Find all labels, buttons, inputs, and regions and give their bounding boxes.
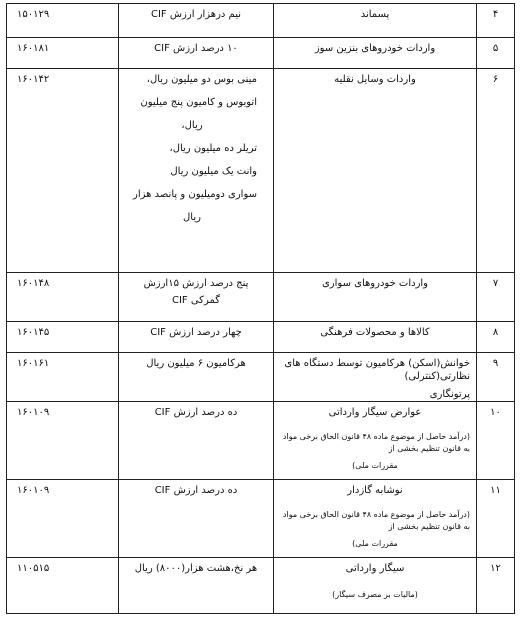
- desc-title: نوشابه گازدار: [347, 485, 403, 496]
- row-code: ۱۶۰۱۰۹: [7, 402, 119, 480]
- row-number: ۶: [477, 69, 515, 273]
- rate-line: ریال،: [181, 120, 203, 131]
- rate-line: پنج درصد ارزش ۱۵ارزش: [143, 278, 249, 289]
- desc-line: پرتونگاری: [429, 389, 470, 400]
- row-rate: چهار درصد ارزش CIF: [119, 322, 274, 353]
- row-code: ۱۶۰۱۰۹: [7, 480, 119, 558]
- desc-note: (مالیات بر مصرف سیگار): [332, 590, 418, 599]
- table-row: [7, 353, 515, 402]
- rate-line: مینی بوس دو میلیون ریال،: [146, 74, 257, 85]
- row-description: کالاها و محصولات فرهنگی: [274, 322, 477, 353]
- row-number: ۹: [477, 353, 515, 402]
- row-description: [274, 558, 477, 614]
- row-rate: [119, 273, 274, 322]
- row-number: ۸: [477, 322, 515, 353]
- row-code: ۱۶۰۱۸۱: [7, 38, 119, 69]
- rate-line: وانت یک میلیون ریال: [170, 166, 257, 177]
- row-description: پسماند: [274, 4, 477, 38]
- row-description: واردات خودروهای بنزین سوز: [274, 38, 477, 69]
- row-rate: ده درصد ارزش CIF: [119, 480, 274, 558]
- row-rate: [119, 69, 274, 273]
- row-number: ۱۲: [477, 558, 515, 614]
- row-number: ۱۰: [477, 402, 515, 480]
- desc-note: (درآمد حاصل از موضوع ماده ۴۸ قانون الحاق برخی مواد به قانون تنظیم بخشی از: [282, 510, 470, 531]
- rate-line: تریلر ده میلیون ریال،: [169, 143, 257, 154]
- desc-note: مقررات ملی): [352, 461, 398, 470]
- desc-note: (درآمد حاصل از موضوع ماده ۴۸ قانون الحاق برخی مواد به قانون تنظیم بخشی از: [282, 432, 470, 453]
- row-description: واردات خودروهای سواری: [274, 273, 477, 322]
- desc-title: سیگار وارداتی: [345, 563, 405, 574]
- table-row: [7, 4, 515, 38]
- row-code: ۱۶۰۱۴۵: [7, 322, 119, 353]
- table-row: [7, 273, 515, 322]
- table-row: [7, 322, 515, 353]
- row-description: [274, 480, 477, 558]
- row-code: ۱۶۰۱۴۲: [7, 69, 119, 273]
- row-code: ۱۶۰۱۶۱: [7, 353, 119, 402]
- rate-line: سواری دومیلیون و پانصد هزار: [133, 189, 257, 200]
- row-description: [274, 402, 477, 480]
- row-number: ۱۱: [477, 480, 515, 558]
- table-row: [7, 38, 515, 69]
- table-row: [7, 69, 515, 273]
- desc-title: عوارض سیگار وارداتی: [328, 407, 422, 418]
- table-row: [7, 480, 515, 558]
- row-number: ۷: [477, 273, 515, 322]
- row-description: واردات وسایل نقلیه: [274, 69, 477, 273]
- row-code: ۱۱۰۵۱۵: [7, 558, 119, 614]
- table-row: [7, 558, 515, 614]
- rate-line: گمرکی CIF: [171, 295, 221, 306]
- row-description: [274, 353, 477, 402]
- row-number: ۵: [477, 38, 515, 69]
- row-rate: هرکامیون ۶ میلیون ریال: [119, 353, 274, 402]
- tariff-table: [6, 3, 515, 614]
- row-rate: ده درصد ارزش CIF: [119, 402, 274, 480]
- rate-line: ریال: [183, 212, 201, 223]
- desc-line: خوانش(اسکن) هرکامیون توسط دستگاه های نظارتی(کنترلی): [284, 358, 470, 382]
- row-number: ۴: [477, 4, 515, 38]
- desc-note: مقررات ملی): [352, 539, 398, 548]
- row-code: ۱۶۰۱۴۸: [7, 273, 119, 322]
- rate-line: اتوبوس و کامیون پنج میلیون: [140, 97, 257, 108]
- table-row: [7, 402, 515, 480]
- row-code: ۱۵۰۱۲۹: [7, 4, 119, 38]
- row-rate: ۱۰ درصد ارزش CIF: [119, 38, 274, 69]
- row-rate: هر نخ،هشت هزار(۸۰۰۰) ریال: [119, 558, 274, 614]
- row-rate: نیم درهزار ارزش CIF: [119, 4, 274, 38]
